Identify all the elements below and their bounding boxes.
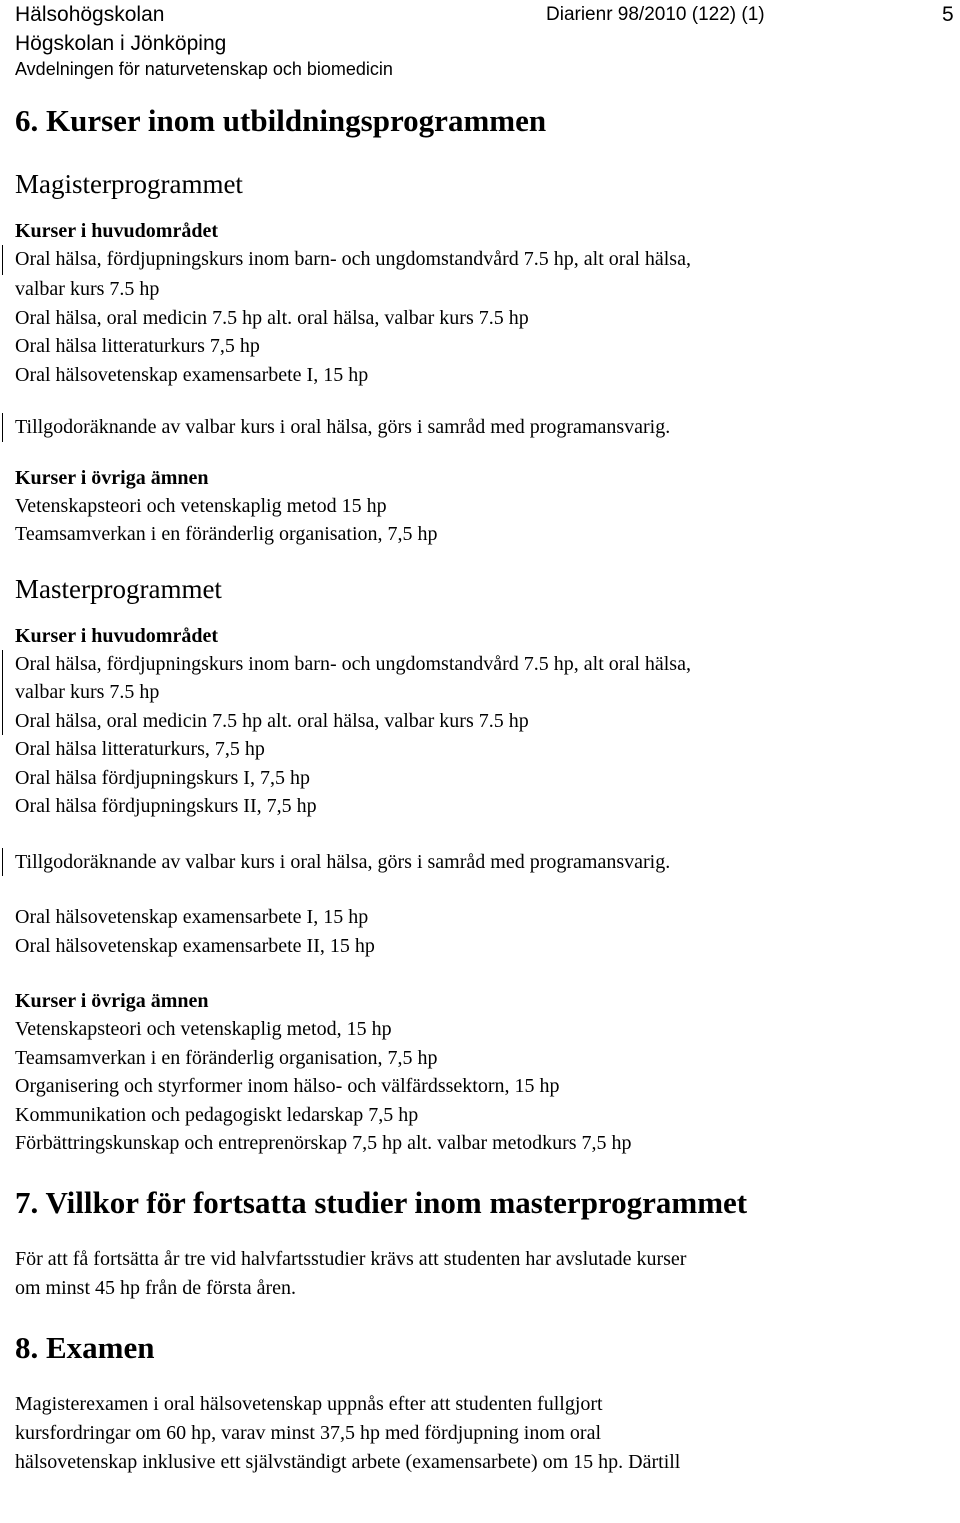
credit-note: Tillgodoräknande av valbar kurs i oral hälsa, görs i samråd med programansvarig.	[15, 850, 671, 873]
paragraph-line: om minst 45 hp från de första åren.	[15, 1276, 297, 1299]
master-title: Masterprogrammet	[15, 573, 222, 604]
course-line: Oral hälsovetenskap examensarbete II, 15 hp	[15, 934, 375, 957]
course-line: valbar kurs 7.5 hp	[15, 278, 160, 300]
magister-other-heading: Kurser i övriga ämnen	[15, 466, 209, 489]
course-line: valbar kurs 7.5 hp	[15, 681, 160, 703]
course-line: Förbättringskunskap och entreprenörskap 7,5 hp alt. valbar metodkurs 7,5 hp	[15, 1132, 632, 1154]
course-line: Oral hälsa, fördjupningskurs inom barn- och ungdomstandvård 7.5 hp, alt oral hälsa,	[15, 652, 691, 675]
department-name: Avdelningen för naturvetenskap och biomedicin	[15, 59, 393, 79]
page-number: 5	[942, 3, 954, 26]
course-line: Teamsamverkan i en föränderlig organisation, 7,5 hp	[15, 523, 438, 545]
magister-title: Magisterprogrammet	[15, 169, 243, 199]
magister-main-heading: Kurser i huvudområdet	[15, 220, 218, 242]
page-header-org	[15, 0, 393, 80]
credit-note: Tillgodoräknande av valbar kurs i oral hälsa, görs i samråd med programansvarig.	[15, 416, 671, 438]
course-line: Oral hälsa litteraturkurs, 7,5 hp	[15, 738, 265, 760]
course-line: Vetenskapsteori och vetenskaplig metod, 15 hp	[15, 1018, 392, 1040]
course-line: Oral hälsa, oral medicin 7.5 hp alt. oral hälsa, valbar kurs 7.5 hp	[15, 709, 529, 732]
paragraph-line: För att få fortsätta år tre vid halvfartsstudier krävs att studenten har avslutade kurser	[15, 1247, 687, 1270]
course-line: Oral hälsa fördjupningskurs I, 7,5 hp	[15, 766, 310, 789]
paragraph-line: hälsovetenskap inklusive ett självständigt arbete (examensarbete) om 15 hp. Därtill	[15, 1450, 681, 1473]
section-6-heading: 6. Kurser inom utbildningsprogrammen	[15, 103, 547, 138]
course-line: Kommunikation och pedagogiskt ledarskap 7,5 hp	[15, 1103, 419, 1126]
course-line: Oral hälsa, fördjupningskurs inom barn- och ungdomstandvård 7.5 hp, alt oral hälsa,	[15, 248, 691, 270]
course-line: Oral hälsa litteraturkurs 7,5 hp	[15, 335, 260, 357]
course-line: Oral hälsovetenskap examensarbete I, 15 hp	[15, 906, 369, 928]
change-bar-block	[2, 848, 945, 877]
paragraph-line: Magisterexamen i oral hälsovetenskap uppnås efter att studenten fullgjort	[15, 1392, 603, 1415]
org-name: Hälsohögskolan	[15, 3, 165, 26]
course-line: Teamsamverkan i en föränderlig organisation, 7,5 hp	[15, 1046, 438, 1069]
course-line: Organisering och styrformer inom hälso- och välfärdssektorn, 15 hp	[15, 1075, 560, 1097]
paragraph-line: kursfordringar om 60 hp, varav minst 37,5 hp med fördjupning inom oral	[15, 1421, 602, 1444]
change-bar-block	[2, 650, 945, 736]
course-line: Oral hälsovetenskap examensarbete I, 15 hp	[15, 363, 369, 386]
document-body	[15, 100, 945, 1477]
master-main-heading: Kurser i huvudområdet	[15, 624, 218, 647]
section-7-heading: 7. Villkor för fortsatta studier inom masterprogrammet	[15, 1184, 748, 1220]
change-bar-block	[2, 245, 945, 275]
course-line: Oral hälsa fördjupningskurs II, 7,5 hp	[15, 795, 317, 817]
university-name: Högskolan i Jönköping	[15, 32, 227, 55]
change-bar-block	[2, 413, 945, 442]
course-line: Oral hälsa, oral medicin 7.5 hp alt. oral hälsa, valbar kurs 7.5 hp	[15, 306, 529, 329]
diarienr: Diarienr 98/2010 (122) (1)	[546, 4, 765, 25]
master-other-heading: Kurser i övriga ämnen	[15, 990, 209, 1012]
course-line: Vetenskapsteori och vetenskaplig metod 15 hp	[15, 494, 387, 517]
section-8-heading: 8. Examen	[15, 1329, 155, 1365]
